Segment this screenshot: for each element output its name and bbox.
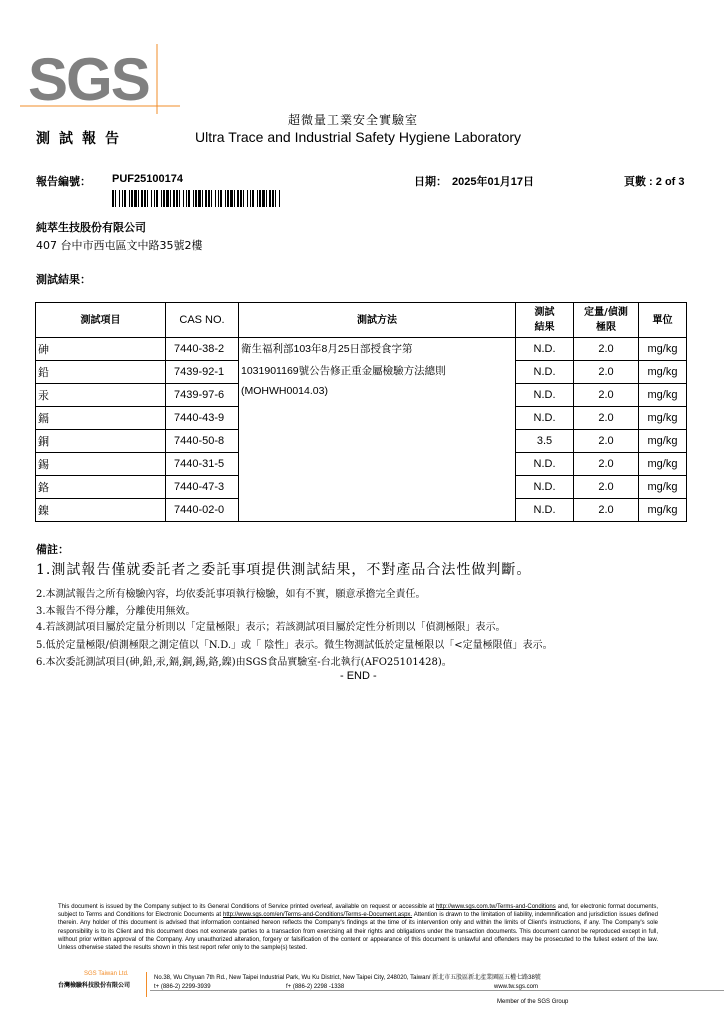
- barcode-bar: [124, 190, 126, 207]
- remarks-label: 備註：: [36, 543, 69, 556]
- cell-method: [239, 338, 516, 522]
- barcode-bar: [237, 190, 239, 207]
- end-mark: - END -: [340, 670, 377, 682]
- barcode-bar: [112, 190, 114, 207]
- cell-item: 鎘: [36, 407, 166, 430]
- cell-limit: 2.0: [574, 499, 639, 522]
- barcode-bar: [205, 190, 207, 207]
- header-result-line2: 結果: [534, 322, 555, 333]
- terms-link[interactable]: http://www.sgs.com.tw/Terms-and-Conditions: [436, 904, 556, 910]
- remark-item: 1.測試報告僅就委託者之委託事項提供測試結果，不對產品合法性做判斷。: [36, 562, 532, 578]
- cell-cas: 7440-47-3: [166, 476, 239, 499]
- client-name: 純萃生技股份有限公司: [36, 221, 146, 234]
- report-date: 2025年01月17日: [452, 176, 534, 188]
- remark-item: 4.若該測試項目屬於定量分析則以「定量極限」表示；若該測試項目屬於定性分析則以「偵測極限」表示。: [36, 622, 506, 633]
- header-item: 測試項目: [36, 303, 166, 338]
- cell-item: 鉛: [36, 361, 166, 384]
- cell-cas: 7440-02-0: [166, 499, 239, 522]
- barcode-bar: [198, 190, 201, 207]
- header-unit: 單位: [639, 303, 687, 338]
- barcode-bar: [234, 190, 235, 207]
- barcode-bar: [259, 190, 261, 207]
- barcode-bar: [227, 190, 229, 207]
- table-header-row: [36, 303, 687, 338]
- cell-cas: 7440-43-9: [166, 407, 239, 430]
- cell-limit: 2.0: [574, 384, 639, 407]
- footer-company-en: SGS Taiwan Ltd.: [84, 971, 129, 977]
- barcode-bar: [220, 190, 222, 207]
- barcode-bar: [179, 190, 180, 207]
- barcode-bar: [193, 190, 194, 207]
- header-limit: [574, 303, 639, 338]
- header-cas: CAS NO.: [166, 303, 239, 338]
- method-line-3: (MOHWH0014.03): [241, 385, 328, 397]
- cell-cas: 7440-50-8: [166, 430, 239, 453]
- cell-limit: 2.0: [574, 407, 639, 430]
- cell-result: N.D.: [516, 499, 574, 522]
- cell-cas: 7439-97-6: [166, 384, 239, 407]
- barcode-bar: [275, 190, 276, 207]
- footer-divider: [150, 990, 724, 991]
- barcode-bar: [240, 190, 242, 207]
- barcode-bar: [131, 190, 133, 207]
- cell-unit: mg/kg: [639, 430, 687, 453]
- barcode-bar: [230, 190, 233, 207]
- barcode: [112, 190, 282, 207]
- remark-item: 3.本報告不得分離，分離使用無效。: [36, 606, 196, 617]
- cell-limit: 2.0: [574, 453, 639, 476]
- cell-unit: mg/kg: [639, 361, 687, 384]
- barcode-bar: [266, 190, 267, 207]
- barcode-bar: [115, 190, 116, 207]
- footer-member: Member of the SGS Group: [497, 999, 569, 1005]
- cell-limit: 2.0: [574, 476, 639, 499]
- barcode-bar: [173, 190, 175, 207]
- cell-limit: 2.0: [574, 430, 639, 453]
- barcode-bar: [202, 190, 203, 207]
- method-line-2: 1031901169號公告修正重金屬檢驗方法總則: [241, 365, 446, 377]
- barcode-bar: [163, 190, 165, 207]
- logo-text: SGS: [28, 46, 149, 113]
- results-label: 測試結果：: [36, 273, 91, 286]
- remark-item: 6.本次委託測試項目(砷,鉛,汞,鎘,銅,錫,鉻,鎳)由SGS食品實驗室-台北執行(AFO25101428)。: [36, 657, 452, 668]
- lab-name-zh: 超微量工業安全實驗室: [288, 113, 419, 127]
- cell-item: 錫: [36, 453, 166, 476]
- disclaimer-part-3: Attention is drawn to the limitation of liability, indemnification and jurisdiction issues defined therein. Any holder of this document is advised that information contained hereon reflects the Company's findings at the time of its intervention only and within the limits of Client's instructions, if any. The Company's sole responsibility is to its Client and this document does not exonerate parties to a transaction from exercising all their rights and obligations under the transaction documents. This document cannot be reproduced except in full, without prior written approval of the Company. Any unauthorized alteration, forgery or falsification of the content or appearance of this document is unlawful and offenders may be prosecuted to the fullest extent of the law. Unless otherwise stated the results shown in this test report refer only to the sample(s) tested.: [58, 912, 658, 952]
- lab-name-en: Ultra Trace and Industrial Safety Hygiene Laboratory: [195, 129, 522, 145]
- cell-cas: 7440-31-5: [166, 453, 239, 476]
- report-title: 測試報告: [36, 131, 128, 147]
- cell-result: 3.5: [516, 430, 574, 453]
- table-row: [36, 338, 687, 361]
- cell-result: N.D.: [516, 338, 574, 361]
- cell-result: N.D.: [516, 407, 574, 430]
- report-no-label: 報告編號：: [36, 175, 91, 188]
- barcode-bar: [208, 190, 210, 207]
- date-label: 日期：: [414, 175, 447, 188]
- barcode-bar: [225, 190, 226, 207]
- barcode-bar: [129, 190, 130, 207]
- method-line-1: 衛生福利部103年8月25日部授食字第: [241, 343, 413, 355]
- barcode-bar: [122, 190, 123, 207]
- barcode-bar: [141, 190, 143, 207]
- cell-item: 鉻: [36, 476, 166, 499]
- cell-limit: 2.0: [574, 361, 639, 384]
- barcode-bar: [170, 190, 171, 207]
- sgs-logo: [20, 44, 180, 120]
- barcode-bar: [138, 190, 139, 207]
- footer-website[interactable]: www.tw.sgs.com: [494, 984, 539, 990]
- cell-item: 汞: [36, 384, 166, 407]
- disclaimer-part-2: and, for electronic format documents, subject to Terms and Conditions for Electronic Documents at: [58, 904, 658, 919]
- barcode-bar: [154, 190, 155, 207]
- cell-item: 鎳: [36, 499, 166, 522]
- report-no: PUF25100174: [112, 173, 183, 185]
- barcode-bar: [119, 190, 120, 207]
- footer-address: No.38, Wu Chyuan 7th Rd., New Taipei Industrial Park, Wu Ku District, New Taipei City, 248020, Taiwan/ 新北市五股區新北產業園區五權七路38號: [154, 975, 541, 981]
- barcode-bar: [269, 190, 271, 207]
- cell-limit: 2.0: [574, 338, 639, 361]
- barcode-bar: [279, 190, 280, 207]
- barcode-bar: [211, 190, 212, 207]
- results-table: [35, 302, 687, 522]
- barcode-bar: [215, 190, 216, 207]
- barcode-bar: [176, 190, 178, 207]
- cell-unit: mg/kg: [639, 338, 687, 361]
- barcode-bar: [195, 190, 197, 207]
- cell-item: 砷: [36, 338, 166, 361]
- header-result: [516, 303, 574, 338]
- cell-unit: mg/kg: [639, 476, 687, 499]
- cell-unit: mg/kg: [639, 384, 687, 407]
- cell-result: N.D.: [516, 361, 574, 384]
- cell-cas: 7440-38-2: [166, 338, 239, 361]
- cell-unit: mg/kg: [639, 407, 687, 430]
- header-method: 測試方法: [239, 303, 516, 338]
- remark-item: 2.本測試報告之所有檢驗內容，均依委託事項執行檢驗，如有不實，願意承擔完全責任。: [36, 589, 426, 600]
- barcode-bar: [247, 190, 248, 207]
- cell-item: 銅: [36, 430, 166, 453]
- cell-result: N.D.: [516, 453, 574, 476]
- barcode-bar: [243, 190, 244, 207]
- footer-tel: t+ (886-2) 2299-3939: [154, 984, 211, 990]
- legal-disclaimer: [58, 903, 658, 952]
- barcode-bar: [166, 190, 169, 207]
- barcode-bar: [134, 190, 137, 207]
- barcode-bar: [188, 190, 190, 207]
- disclaimer-part-1: This document is issued by the Company subject to its General Conditions of Service printed overleaf, available on request or accessible at: [58, 904, 437, 910]
- footer-fax: f+ (886-2) 2298 -1338: [286, 984, 345, 990]
- barcode-bar: [218, 190, 219, 207]
- barcode-bar: [272, 190, 274, 207]
- barcode-bar: [144, 190, 146, 207]
- barcode-bar: [252, 190, 254, 207]
- e-document-terms-link[interactable]: http://www.sgs.com/en/Terms-and-Conditions/Terms-e-Document.aspx.: [223, 912, 413, 919]
- footer-accent: [146, 972, 147, 997]
- cell-unit: mg/kg: [639, 499, 687, 522]
- barcode-bar: [161, 190, 162, 207]
- barcode-bar: [151, 190, 152, 207]
- header-limit-line1: 定量/偵測: [584, 307, 628, 318]
- barcode-bar: [156, 190, 158, 207]
- cell-cas: 7439-92-1: [166, 361, 239, 384]
- barcode-bar: [147, 190, 148, 207]
- barcode-bar: [183, 190, 184, 207]
- header-limit-line2: 極限: [596, 322, 616, 333]
- client-address: 407 台中市西屯區文中路35號2樓: [36, 239, 203, 252]
- page-count: 頁數 : 2 of 3: [624, 176, 685, 188]
- cell-result: N.D.: [516, 476, 574, 499]
- cell-result: N.D.: [516, 384, 574, 407]
- barcode-bar: [262, 190, 265, 207]
- barcode-bar: [250, 190, 251, 207]
- cell-unit: mg/kg: [639, 453, 687, 476]
- barcode-bar: [257, 190, 258, 207]
- footer-company-zh: 台灣檢驗科技股份有限公司: [58, 982, 131, 989]
- barcode-bar: [186, 190, 187, 207]
- remark-item: 5.低於定量極限/偵測極限之測定值以「N.D.」或「 陰性」表示。微生物測試低於定量極限以「<定量極限值」表示。: [36, 640, 553, 651]
- header-result-line1: 測試: [534, 307, 555, 318]
